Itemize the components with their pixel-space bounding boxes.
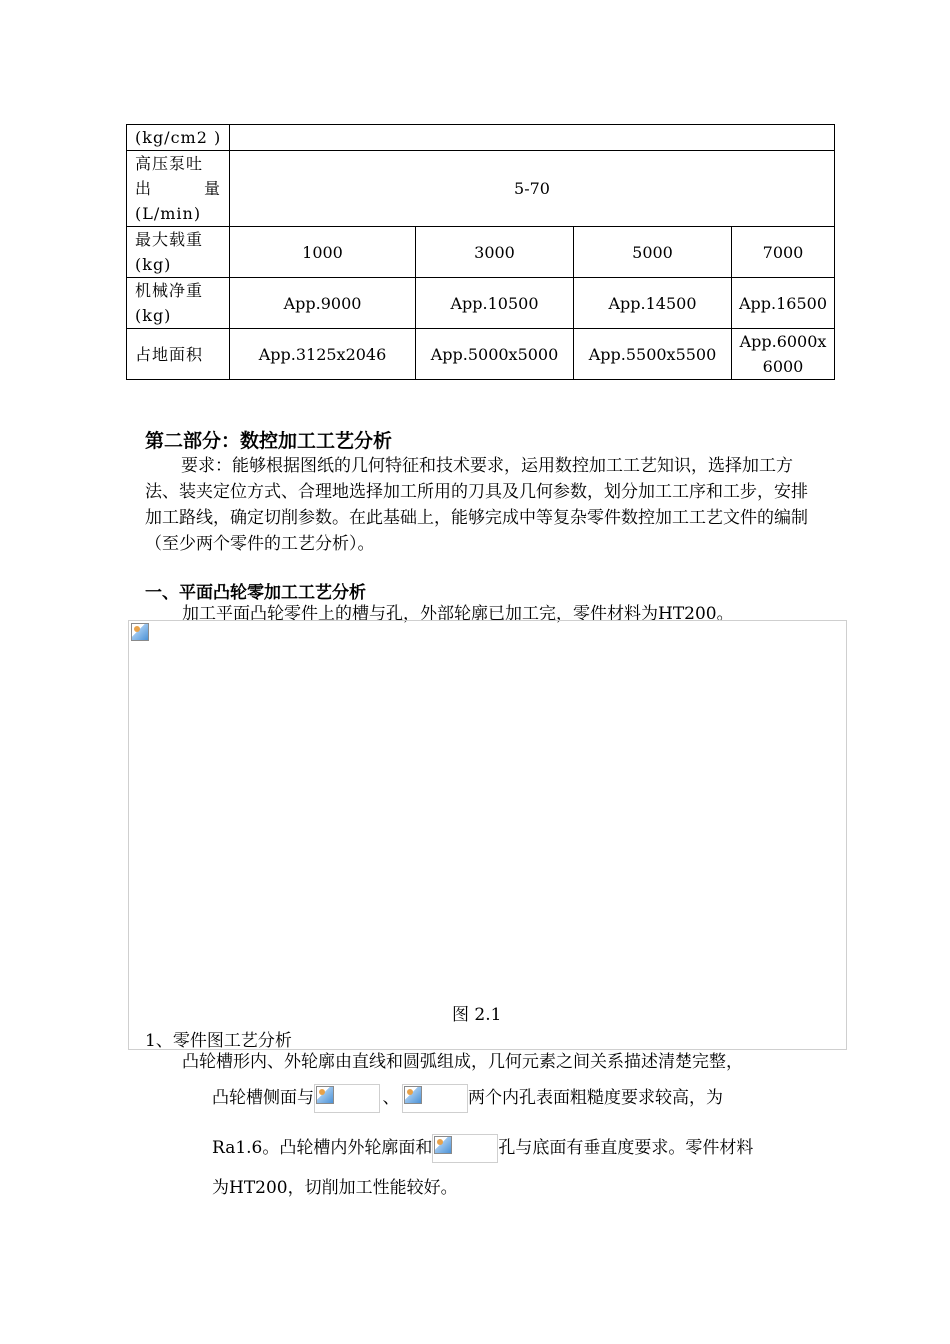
cell-value: 3000 bbox=[416, 227, 574, 278]
table-row bbox=[127, 125, 835, 151]
body-line-1: 凸轮槽形内、外轮廓由直线和圆弧组成，几何元素之间关系描述清楚完整， bbox=[182, 1052, 743, 1072]
inline-image-placeholder bbox=[314, 1084, 380, 1113]
text-segment: 孔与底面有垂直度要求。零件材料 bbox=[498, 1138, 754, 1158]
cell-value: App.5000x5000 bbox=[416, 329, 574, 380]
table-row bbox=[127, 278, 835, 329]
label-part: (L/min) bbox=[135, 204, 202, 223]
broken-image-icon bbox=[404, 1086, 422, 1104]
inline-image-placeholder bbox=[402, 1084, 468, 1113]
body-line-4: 为HT200，切削加工性能较好。 bbox=[212, 1178, 458, 1198]
cell-value: 1000 bbox=[230, 227, 416, 278]
cell-value: App.5500x5500 bbox=[574, 329, 732, 380]
label-part: 高压泵吐 bbox=[135, 154, 204, 173]
row-label: 机械净重(kg) bbox=[127, 278, 230, 329]
broken-image-icon bbox=[316, 1086, 334, 1104]
subsection-intro: 加工平面凸轮零件上的槽与孔，外部轮廓已加工完，零件材料为HT200。 bbox=[182, 604, 734, 624]
row-label: 占地面积 bbox=[127, 329, 230, 380]
step-title: 1、零件图工艺分析 bbox=[145, 1031, 292, 1051]
cell-value: App.14500 bbox=[574, 278, 732, 329]
requirement-paragraph bbox=[145, 453, 815, 557]
row-label: (kg/cm2 ) bbox=[127, 125, 230, 151]
cell-value: 5000 bbox=[574, 227, 732, 278]
cell-value: App.3125x2046 bbox=[230, 329, 416, 380]
table-row bbox=[127, 329, 835, 380]
cell-value: App.6000x6000 bbox=[732, 329, 835, 380]
cell-value: App.10500 bbox=[416, 278, 574, 329]
row-value bbox=[230, 125, 835, 151]
table-row bbox=[127, 151, 835, 227]
label-part bbox=[135, 176, 225, 201]
broken-image-icon bbox=[434, 1136, 452, 1154]
text-separator: 、 bbox=[382, 1088, 400, 1108]
broken-image-icon bbox=[131, 623, 149, 641]
figure-image-placeholder bbox=[128, 620, 847, 1050]
row-label bbox=[127, 151, 230, 227]
table-row bbox=[127, 227, 835, 278]
row-value: 5-70 bbox=[230, 151, 835, 227]
label-char: 量 bbox=[203, 179, 221, 198]
body-line-3 bbox=[212, 1134, 753, 1163]
inline-image-placeholder bbox=[432, 1134, 498, 1163]
cell-value: 7000 bbox=[732, 227, 835, 278]
section-title: 第二部分：数控加工工艺分析 bbox=[145, 430, 393, 452]
text-segment: 凸轮槽侧面与 bbox=[212, 1088, 314, 1108]
row-label: 最大载重(kg) bbox=[127, 227, 230, 278]
cell-value: App.16500 bbox=[732, 278, 835, 329]
figure-caption: 图 2.1 bbox=[452, 1005, 502, 1025]
body-line-2 bbox=[212, 1084, 723, 1113]
requirement-text: 要求：能够根据图纸的几何特征和技术要求，运用数控加工工艺知识，选择加工方法、装夹定位方式、合理地选择加工所用的刀具及几何参数，划分加工工序和工步，安排加工路线，确定切削参数。在此基础上，能够完成中等复杂零件数控加工工艺文件的编制（至少两个零件的工艺分析）。 bbox=[145, 456, 808, 554]
subsection-title: 一、平面凸轮零加工工艺分析 bbox=[145, 583, 366, 603]
label-char: 出 bbox=[135, 179, 153, 198]
text-segment: Ra1.6。凸轮槽内外轮廓面和 bbox=[212, 1138, 433, 1158]
cell-value: App.9000 bbox=[230, 278, 416, 329]
spec-table bbox=[126, 124, 835, 380]
text-segment: 两个内孔表面粗糙度要求较高，为 bbox=[468, 1088, 723, 1108]
